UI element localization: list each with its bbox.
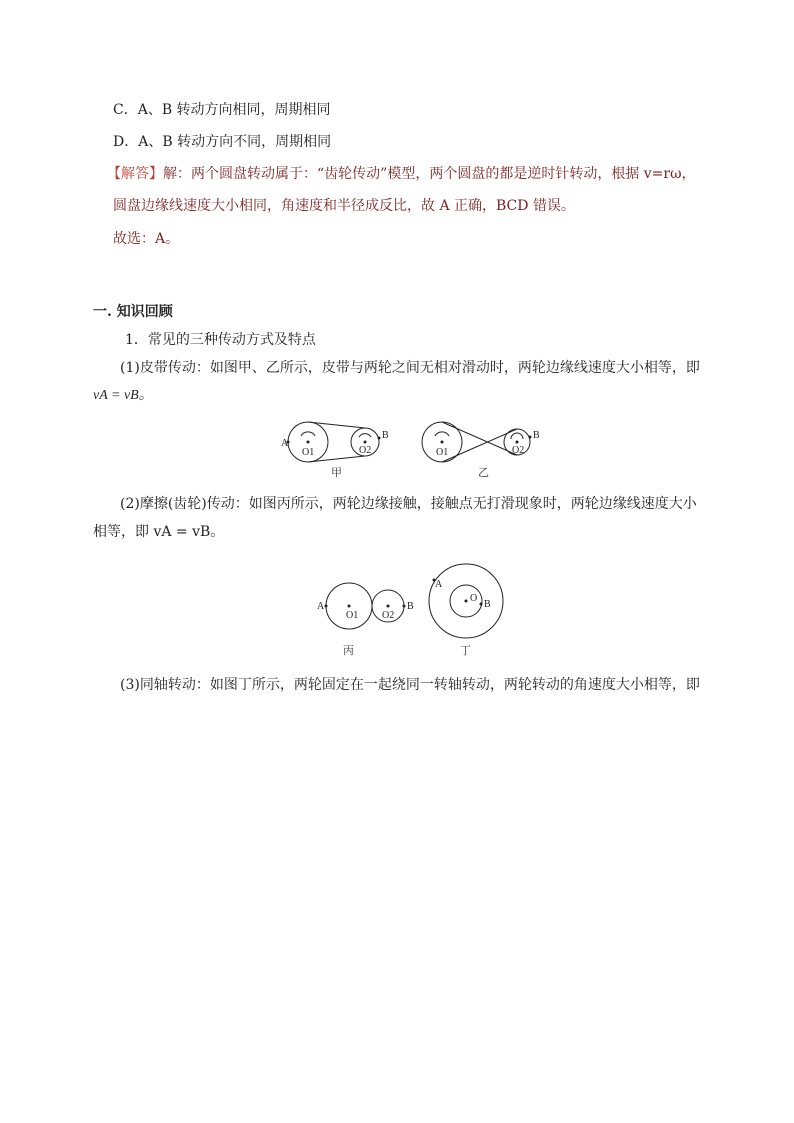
answer-text-1: 解：两个圆盘转动属于：“齿轮传动”模型，两个圆盘的都是逆时针转动，根据 v=rω，	[163, 166, 696, 182]
jia-arrow-1	[301, 432, 315, 436]
figure-ding	[429, 564, 503, 638]
yi-belt-cross-1	[442, 422, 517, 455]
figure-yi	[422, 422, 540, 462]
jia-belt-top	[308, 422, 365, 428]
belt-figures	[270, 412, 550, 480]
jia-label-b: B	[382, 430, 389, 441]
yi-label-b: B	[533, 430, 540, 441]
bing-center-1-dot	[348, 605, 351, 608]
answer-line-1	[107, 164, 696, 184]
jia-label-o1: O1	[302, 447, 315, 458]
bing-label-o1: O1	[346, 610, 359, 621]
belt-equation	[93, 385, 153, 406]
bing-point-b	[403, 605, 406, 608]
yi-center-1-dot	[441, 441, 444, 444]
yi-label-o1: O1	[436, 447, 449, 458]
yi-center-2-dot	[516, 441, 519, 444]
jia-belt-bottom	[308, 456, 365, 462]
jia-center-1-dot	[307, 441, 310, 444]
caption-ding: 丁	[460, 644, 471, 657]
yi-arrow-1	[435, 432, 449, 436]
ding-label-o: O	[470, 593, 478, 604]
section-subtitle: 1．常见的三种传动方式及特点	[125, 332, 316, 348]
coaxial-description: (3)同轴转动：如图丁所示，两轮固定在一起绕同一转轴转动，两轮转动的角速度大小相等，即	[120, 677, 700, 693]
bing-point-a	[325, 605, 328, 608]
yi-arrow-2	[511, 433, 523, 439]
answer-tag: 【解答】	[107, 166, 163, 182]
option-c: C．A、B 转动方向相同，周期相同	[113, 102, 331, 118]
bing-label-o2: O2	[382, 610, 395, 621]
yi-belt-cross-2	[442, 429, 517, 462]
ding-label-a: A	[435, 579, 443, 590]
friction-coaxial-figures	[310, 560, 510, 644]
yi-point-b	[529, 436, 532, 439]
friction-description: (2)摩擦(齿轮)传动：如图丙所示，两轮边缘接触，接触点无打滑现象时，两轮边缘线速度大小	[120, 496, 697, 512]
belt-equation-text: vA = vB。	[93, 388, 153, 403]
yi-label-o2: O2	[512, 445, 525, 456]
answer-line-2: 圆盘边缘线速度大小相同，角速度和半径成反比，故 A 正确，BCD 错误。	[113, 198, 575, 214]
jia-label-a: A	[281, 438, 289, 449]
bing-center-2-dot	[387, 605, 390, 608]
ding-center-dot	[465, 600, 468, 603]
section-title: 一. 知识回顾	[93, 304, 173, 320]
jia-label-o2: O2	[359, 445, 372, 456]
jia-arrow-2	[359, 434, 371, 437]
option-d: D．A、B 转动方向不同，周期相同	[113, 134, 332, 150]
answer-choice: 故选：A。	[113, 231, 180, 247]
bing-label-a: A	[317, 601, 325, 612]
caption-jia: 甲	[331, 466, 342, 479]
jia-point-b	[378, 437, 381, 440]
figure-jia	[281, 422, 389, 462]
bing-label-b: B	[407, 601, 414, 612]
jia-center-2-dot	[364, 441, 367, 444]
belt-description: (1)皮带传动：如图甲、乙所示，皮带与两轮之间无相对滑动时，两轮边缘线速度大小相等，即	[120, 360, 700, 376]
figure-bing	[317, 583, 414, 629]
caption-bing: 丙	[343, 644, 354, 657]
ding-point-b	[480, 603, 483, 606]
friction-equation: 相等，即 vA = vB。	[93, 524, 225, 540]
caption-yi: 乙	[478, 466, 489, 479]
ding-label-b: B	[484, 599, 491, 610]
